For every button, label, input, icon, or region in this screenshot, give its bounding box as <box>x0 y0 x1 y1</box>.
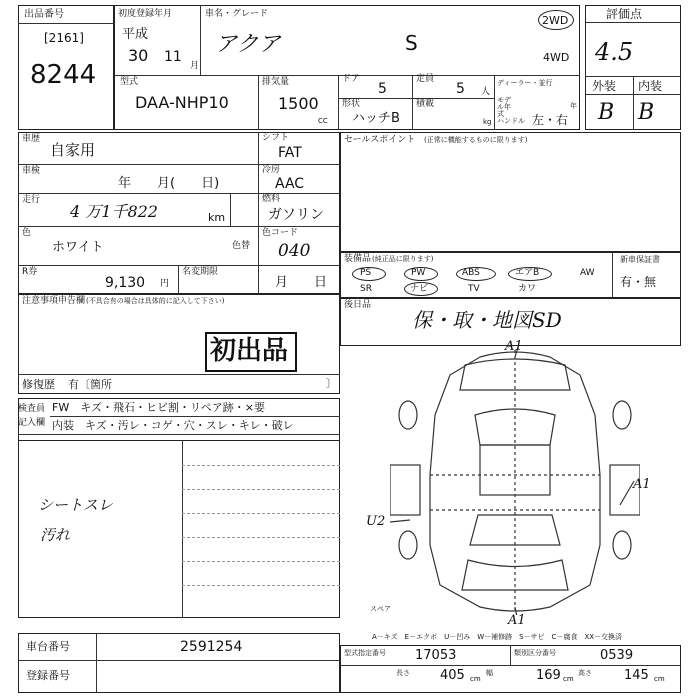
class-no-label: 類別区分番号 <box>514 649 556 657</box>
color-label: 色 <box>22 228 32 238</box>
damage-mark-left: U2 <box>366 514 386 529</box>
equip-ps: PS <box>360 268 372 278</box>
width: 169 <box>536 668 561 683</box>
repair-label: 修復歴 <box>22 378 55 391</box>
repair: 有〔箇所 <box>68 378 112 391</box>
damage-mark-rear: A1 <box>508 613 526 628</box>
month-unit: 月 <box>190 61 200 71</box>
reg-label: 登録番号 <box>26 669 70 682</box>
length-unit: cm <box>470 675 481 683</box>
length-label: 長さ <box>396 669 410 677</box>
accessories-label: 後日品 <box>344 300 372 310</box>
repair-close: 〕 <box>326 377 337 390</box>
name-change: 月 日 <box>275 275 328 290</box>
equip-leather: カワ <box>518 284 537 294</box>
displacement-label: 排気量 <box>262 77 290 87</box>
shape: ハッチB <box>352 111 400 126</box>
doors-label: ドア <box>342 74 360 84</box>
shift: FAT <box>278 145 302 161</box>
equipment-label: 装備品 <box>344 254 372 264</box>
equipment-sub: (純正品に限ります) <box>372 255 434 263</box>
sales-box <box>340 132 681 252</box>
equip-aw: AW <box>580 268 595 278</box>
inspection: 年 月( 日) <box>118 176 220 191</box>
loadcap-label: 積載 <box>416 99 435 109</box>
doors: 5 <box>378 81 387 97</box>
drive-2wd: 2WD <box>542 14 569 27</box>
class-no: 0539 <box>600 648 634 663</box>
first-reg-year: 30 <box>128 46 149 65</box>
shift-label: シフト <box>262 133 290 143</box>
model-year-label: モデル年式 <box>497 96 511 118</box>
handle-label: ハンドル <box>497 117 525 125</box>
recycle: 9,130 <box>105 275 146 291</box>
model: DAA-NHP10 <box>135 93 229 112</box>
grade: S <box>405 31 418 55</box>
int-label: 内装 <box>638 79 663 93</box>
model-label: 型式 <box>120 77 139 87</box>
width-label: 幅 <box>486 669 493 677</box>
type-no-label: 型式指定番号 <box>344 649 386 657</box>
length: 405 <box>440 668 465 683</box>
ext-label: 外装 <box>592 79 617 93</box>
lot-sub: [2161] <box>44 31 84 45</box>
lot-label: 出品番号 <box>24 9 64 20</box>
int-grade: B <box>638 100 655 125</box>
equip-sr: SR <box>360 284 372 294</box>
fuel-label: 燃料 <box>262 194 281 204</box>
notes-sub: (不具合有の場合は具体的に記入して下さい) <box>86 297 225 305</box>
color-code: 040 <box>278 241 311 261</box>
height: 145 <box>624 668 649 683</box>
color-change-label: 色替 <box>232 241 251 251</box>
history-label: 車歴 <box>22 134 41 144</box>
color: ホワイト <box>52 240 104 255</box>
ac: AAC <box>275 176 305 192</box>
inspector-label2: 記入欄 <box>18 418 46 428</box>
ext-grade: B <box>598 100 615 125</box>
drive-4wd: 4WD <box>543 51 570 64</box>
mileage-label: 走行 <box>22 195 41 205</box>
handle: 左・右 <box>532 113 569 127</box>
equip-abs: ABS <box>462 268 480 278</box>
year-unit: 年 <box>570 102 577 110</box>
yen-unit: 円 <box>160 279 170 289</box>
height-unit: cm <box>654 675 665 683</box>
warranty-label: 新車保証書 <box>620 255 660 264</box>
first-reg-label: 初度登録年月 <box>118 9 173 19</box>
chassis-label: 車台番号 <box>26 640 70 653</box>
name-change-label: 名変期限 <box>182 267 219 277</box>
warranty: 有・無 <box>620 275 657 289</box>
recycle-label: R券 <box>22 267 38 277</box>
cc-unit: CC <box>318 117 328 125</box>
type-no: 17053 <box>415 648 457 663</box>
inspection-label: 車検 <box>22 166 41 176</box>
int-line: 内装 キズ・汚レ・コゲ・穴・スレ・キレ・破レ <box>52 419 294 432</box>
width-unit: cm <box>563 675 574 683</box>
displacement: 1500 <box>278 94 319 113</box>
equip-airbag: エアB <box>515 268 540 278</box>
handwritten-note-2: 汚れ <box>40 526 71 544</box>
height-label: 高さ <box>578 669 592 677</box>
ac-label: 冷房 <box>262 165 281 175</box>
km-unit: km <box>208 211 226 224</box>
car-damage-diagram <box>390 345 640 615</box>
history-value: 自家用 <box>50 141 96 159</box>
car-name-label: 車名・グレード <box>205 9 269 19</box>
accessories-value: 保・取・地図SD <box>412 308 562 332</box>
capacity: 5 <box>456 81 465 97</box>
rating: 4.5 <box>595 38 634 66</box>
mileage: 4 万1千822 <box>70 202 158 221</box>
sales-label: セールスポイント <box>344 135 416 145</box>
damage-legend: A－キズ E－エクボ U－凹み W－補修跡 S－サビ C－腐食 XX－交換済 <box>372 633 623 641</box>
color-code-label: 色コード <box>262 228 299 238</box>
chassis: 2591254 <box>180 639 243 655</box>
equip-navi: ナビ <box>410 284 429 294</box>
spare-label: スペア <box>370 605 391 613</box>
first-listing-text: 初出品 <box>210 336 289 366</box>
shape-label: 形状 <box>342 99 361 109</box>
fuel: ガソリン <box>268 207 324 223</box>
fw-line: FW キズ・飛石・ヒビ割・リペア跡・×要 <box>52 401 265 414</box>
notes-label: 注意事項申告欄 <box>22 296 86 306</box>
sales-sub: (正常に機能するものに限ります) <box>424 136 528 144</box>
car-name: アクア <box>215 32 281 57</box>
capacity-label: 定員 <box>416 74 435 84</box>
inspector-label1: 検査員 <box>18 404 46 414</box>
equip-pw: PW <box>411 268 426 278</box>
capacity-unit: 人 <box>481 87 491 97</box>
damage-mark-front: A1 <box>505 339 523 354</box>
damage-mark-right: A1 <box>633 477 651 492</box>
handwritten-note-1: シートスレ <box>38 496 113 514</box>
kg-unit: kg <box>483 118 492 126</box>
lot-number: 8244 <box>30 60 97 90</box>
era: 平成 <box>122 27 149 42</box>
dealer-label: ディーラー・並行 <box>497 79 553 87</box>
equip-tv: TV <box>468 284 480 294</box>
first-reg-month: 11 <box>164 49 182 65</box>
rating-label: 評価点 <box>606 7 643 21</box>
